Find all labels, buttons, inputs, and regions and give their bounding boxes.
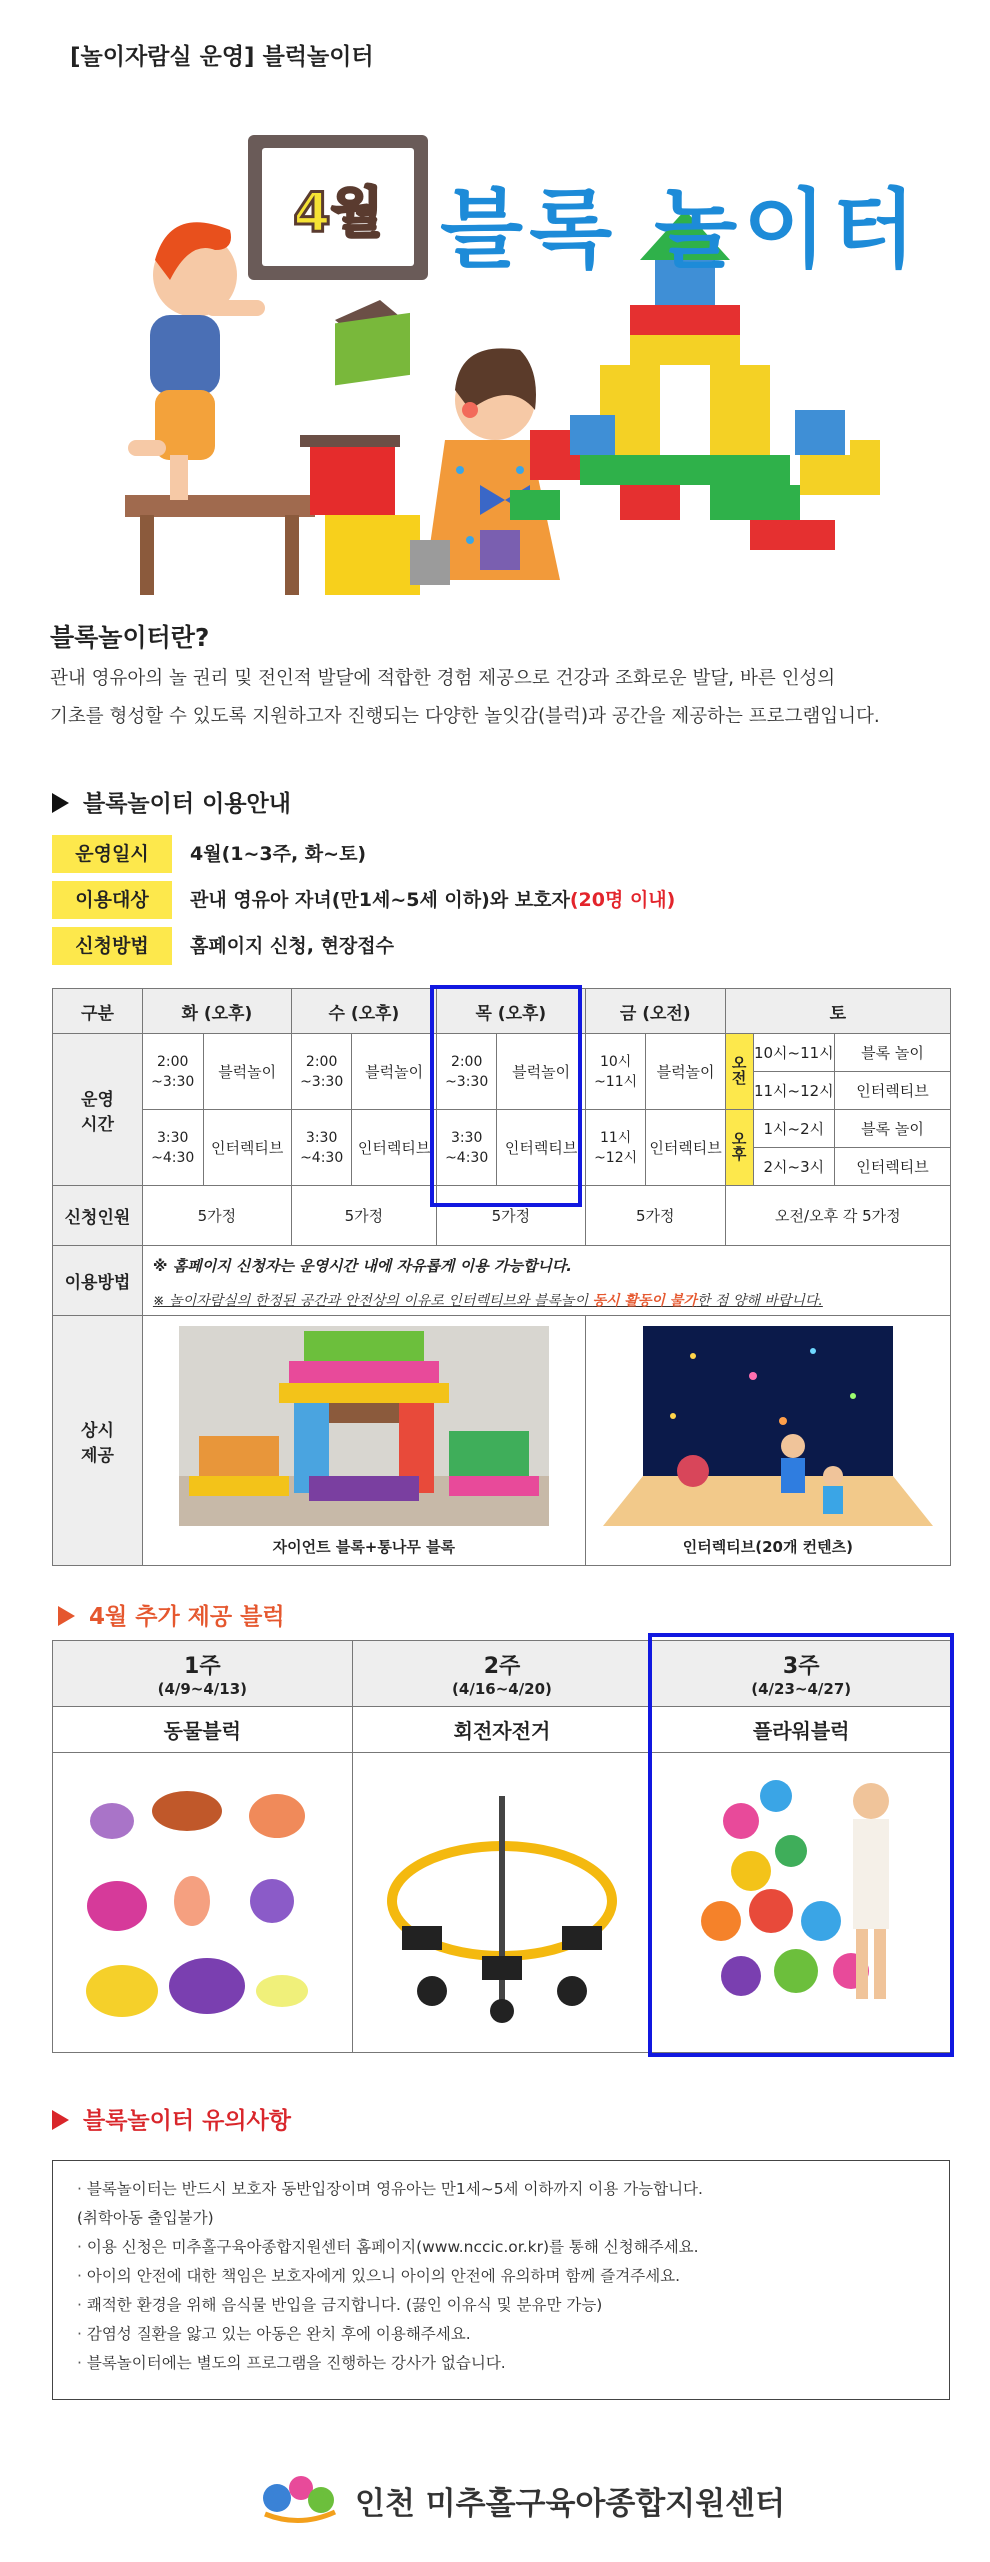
guide-heading: 블록놀이터 이용안내: [52, 785, 291, 818]
col-header: 수 (오후): [291, 989, 436, 1034]
interactive-photo: [603, 1326, 933, 1526]
schedule-table: 구분 화 (오후) 수 (오후) 목 (오후) 금 (오전) 토 운영 시간 2:00 ~3:30 블럭놀이 2:00 ~3:30 블럭놀이 2:00 ~3:30 블럭놀이 10시 ~11시 블럭놀이 오전 10시~11시 블록 놀이 11시~12시 인터렉티브 3:30 ~4:30 인터렉티브 3:30 ~4:30 인터렉티브 3:30 ~4:30 인터렉티브 11시 ~12시 인터렉티브 오후 1시~2시 블록 놀이 2시~3시 인터렉티브 신청인원 5가정 5가정 5가정 5가정 오전/오후 각 5가정 이용방법 ※ 홈페이지 신청자는 운영시간 내에 자유롭게 이용 가능합니다. ※ 놀이자람실의 한정된 공간과 안전상의 이유로 인터렉티브와 블록놀이 동시 활동이 불가한 점 양해 바랍니다. 상시 제공 자이언트 블록+통나무 블록 인터렉티브(20개 컨텐츠): [52, 988, 951, 1566]
animal-blocks-photo: [53, 1753, 353, 2053]
col-header: 토: [725, 989, 950, 1034]
hero-title: 블록 놀이터: [440, 180, 922, 280]
notice-item: · 이용 신청은 미추홀구육아종합지원센터 홈페이지(www.nccic.or.kr)를 통해 신청해주세요.: [77, 2233, 949, 2262]
notice-heading: 블록놀이터 유의사항: [52, 2102, 291, 2135]
info-label-period: 운영일시: [52, 835, 172, 873]
method-note-1: ※ 홈페이지 신청자는 운영시간 내에 자유롭게 이용 가능합니다.: [142, 1246, 950, 1286]
col-header: 화 (오후): [142, 989, 291, 1034]
method-note-2: ※ 놀이자람실의 한정된 공간과 안전상의 이유로 인터렉티브와 블록놀이 동시 활동이 불가한 점 양해 바랍니다.: [142, 1286, 950, 1316]
center-logo-icon: [255, 2468, 345, 2524]
extra-heading: 4월 추가 제공 블럭: [58, 1598, 285, 1631]
interactive-caption: 인터렉티브(20개 컨텐츠): [682, 1538, 853, 1556]
animal-blocks-image: [82, 1776, 322, 2026]
spinning-bike-photo: [352, 1753, 652, 2053]
notice-item: · 블록놀이터는 반드시 보호자 동반입장이며 영유아는 만1세~5세 이하까지 이용 가능합니다.: [77, 2175, 949, 2204]
week-2-name: 회전자전거: [352, 1707, 652, 1753]
notice-item: · 쾌적한 환경을 위해 음식물 반입을 금지합니다. (끓인 이유식 및 분유만 가능): [77, 2291, 949, 2320]
col-header: 목 (오후): [436, 989, 585, 1034]
week-3-name: 플라워블럭: [652, 1707, 951, 1753]
col-header: 금 (오전): [585, 989, 725, 1034]
info-value-period: 4월(1~3주, 화~토): [190, 843, 367, 865]
week-1-name: 동물블럭: [53, 1707, 353, 1753]
giant-block-cell: [142, 1316, 585, 1566]
week-3-header: 3주 (4/23~4/27): [652, 1641, 951, 1707]
giant-block-caption: 자이언트 블록+통나무 블록: [272, 1538, 456, 1556]
interactive-cell: [585, 1316, 950, 1566]
thursday-highlight: [430, 985, 582, 1207]
info-label-target: 이용대상: [52, 881, 172, 919]
info-label-apply: 신청방법: [52, 927, 172, 965]
page-tag: [놀이자람실 운영] 블럭놀이터: [70, 44, 374, 70]
sat-am-label: 오전: [725, 1034, 753, 1110]
week-2-header: 2주 (4/16~4/20): [352, 1641, 652, 1707]
info-value-apply: 홈페이지 신청, 현장접수: [190, 935, 394, 957]
month-sign-label: 4월: [293, 181, 383, 244]
row-label-always: 상시 제공: [53, 1316, 143, 1566]
week3-highlight: [648, 1633, 954, 2057]
info-value-target: 관내 영유아 자녀(만1세~5세 이하)와 보호자(20명 이내): [190, 889, 676, 911]
intro-title: 블록놀이터란?: [50, 623, 210, 652]
row-label-time: 운영 시간: [53, 1034, 143, 1186]
notice-item: · 아이의 안전에 대한 책임은 보호자에게 있으니 아이의 안전에 유의하며 함께 즐겨주세요.: [77, 2262, 949, 2291]
intro-text: 관내 영유아의 놀 권리 및 전인적 발달에 적합한 경험 제공으로 건강과 조화로운 발달, 바른 인성의 기초를 형성할 수 있도록 지원하고자 진행되는 다양한 놀잇감(블럭)과 공간을 제공하는 프로그램입니다.: [50, 668, 880, 727]
week-1-header: 1주 (4/9~4/13): [53, 1641, 353, 1707]
sat-pm-label: 오후: [725, 1110, 753, 1186]
center-name: 인천 미추홀구육아종합지원센터: [355, 2486, 786, 2522]
row-label-method: 이용방법: [53, 1246, 143, 1316]
notice-item: · 감염성 질환을 앓고 있는 아동은 완치 후에 이용해주세요.: [77, 2320, 949, 2349]
triangle-icon: [52, 2110, 69, 2130]
notice-item: · 블록놀이터에는 별도의 프로그램을 진행하는 강사가 없습니다.: [77, 2349, 949, 2378]
col-header: 구분: [53, 989, 143, 1034]
row-label-capacity: 신청인원: [53, 1186, 143, 1246]
giant-block-photo: [179, 1326, 549, 1526]
triangle-icon: [58, 1606, 75, 1626]
notice-item: · (취학아동 출입불가): [77, 2204, 949, 2233]
notice-box: [52, 2160, 950, 2400]
triangle-icon: [52, 793, 69, 813]
spinning-bike-image: [372, 1776, 632, 2026]
